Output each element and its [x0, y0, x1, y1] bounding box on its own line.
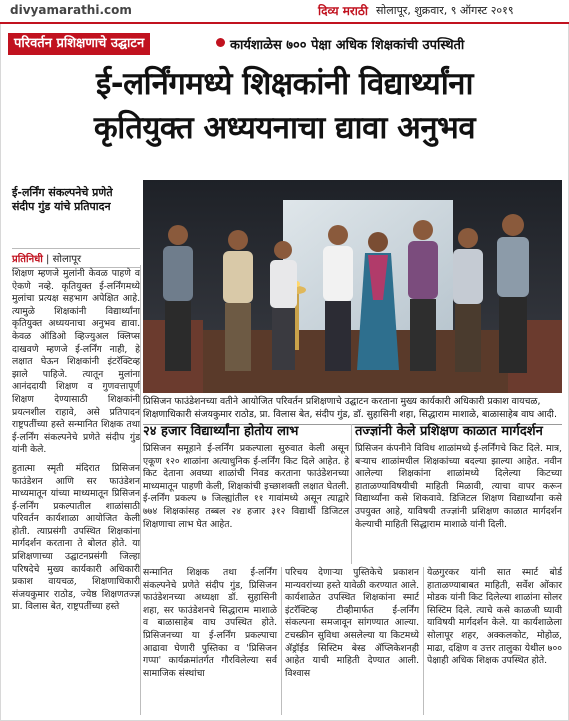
event-photo-illustration [143, 180, 562, 393]
site-url[interactable]: divyamarathi.com [10, 3, 132, 17]
section-text-beneficiaries: प्रिसिजन समूहाने ई-लर्निंग प्रकल्पाला सुरुवात केली असून एकूण १२० शाळांना अत्याधुनिक ई-लर्निंग किट दिले आहेत. हे किट देताना अवघ्या शाळांची निवड करताना फाउंडेशनच्या माध्यमातून पाहणी केली, शिक्षकांची इच्छाशक्ती लक्षात घेतली. ई-लर्निंग प्रकल्प ७ जिल्ह्यांतील ११ गावांमध्ये असून त्याद्वारे ७७४ शिक्षकांसह तब्बल २४ हजार ३१२ विद्यार्थी डिजिटल शिक्षणाचा लाभ घेत आहेत. [143, 443, 349, 530]
left-column [12, 268, 140, 620]
byline-label: प्रतिनिधी [12, 254, 43, 265]
column-divider [281, 567, 282, 715]
dateline: सोलापूर, शुक्रवार, ९ ऑगस्ट २०१९ [376, 4, 514, 17]
headline [0, 62, 569, 150]
deck: ई-लर्निंग संकल्पनेचे प्रणेते संदीप गुंड यांचे प्रतिपादन [12, 186, 113, 213]
left-paragraph-2: हुतात्मा स्मृती मंदिरात प्रिसिजन फाउंडेशन आणि सर फाउंडेशन माध्यमातून यांच्या माध्यमातून प्रिसिजन ई-लर्निंग प्रकल्पातील शाळांसाठी परिवर्तन कार्यशाळा आयोजित केली होती. त्याप्रसंगी उपस्थित शिक्षकांना मार्गदर्शन करताना ते बोलत होते. या प्रशिक्षणाच्या उद्घाटनप्रसंगी जिल्हा परिषदेचे मुख्य कार्यकारी अधिकारी प्रकाश वायचळ, शिक्षणाधिकारी संजयकुमार राठोड, ज्येष्ठ शिक्षणतज्ज्ञ प्रा. विलास बेत, राष्ट्रपतींच्या हस्ते [12, 462, 140, 613]
column-divider [351, 424, 352, 564]
bottom-column-3: येळगुरकर यांनी सात स्मार्ट बोर्ड हाताळण्याबाबत माहिती, सर्वेश ओंकार मोडक यांनी किट दिलेल्या शाळांना सोलर सिस्टिम दिले. त्याचे कसे काळजी घ्यावी याविषयी मार्गदर्शन केले. या कार्यशाळेला सोलापूर शहर, अक्कलकोट, मोहोळ, माढा, दक्षिण व उत्तर तालुका येथील ७०० पेक्षाही अधिक शिक्षक उपस्थित होते. [427, 567, 562, 667]
photo-caption: प्रिसिजन फाउंडेशनच्या वतीने आयोजित परिवर्तन प्रशिक्षणाचे उद्घाटन करताना मुख्य कार्यकारी अधिकारी प्रकाश वायचळ, शिक्षणाधिकारी संजयकुमार राठोड, प्रा. विलास बेत, संदीप गुंड, डॉ. सुहासिनी शहा, सिद्धाराम माशाळे, बाळासाहेब वाघ आदी. [143, 396, 562, 425]
masthead [0, 0, 569, 24]
bullet-dot-icon [216, 38, 225, 47]
section-heading-beneficiaries: २४ हजार विद्यार्थ्यांना होतोय लाभ [143, 424, 299, 439]
column-divider [140, 265, 141, 715]
section-heading-experts: तज्ज्ञांनी केले प्रशिक्षण काळात मार्गदर्शन [355, 424, 543, 439]
bottom-column-2: परिचय देणाऱ्या पुस्तिकेचे प्रकाशन मान्यवरांच्या हस्ते यावेळी करण्यात आले. कार्यशाळेत उपस्थित शिक्षकांना स्मार्ट इंटरॅक्टिव्ह टीव्हीमार्फत ई-लर्निंग संकल्पना समजावून सांगण्यात आल्या. टचस्क्रीन सुविधा असलेल्या या किटमध्ये ॲड्रॉईड सिस्टिम बेस्ड ॲप्लिकेशनही आहेत याची माहिती देण्यात आली. विश्वास [285, 567, 419, 679]
headline-line-1: ई-लर्निंगमध्ये शिक्षकांनी विद्यार्थ्यांना [96, 66, 473, 102]
paper-name: दिव्य मराठी [318, 4, 368, 18]
byline-place: सोलापूर [52, 254, 82, 265]
section-text-experts: प्रिसिजन कंपनीने विविध शाळांमध्ये ई-लर्निंगचे किट दिले. मात्र, बऱ्याच शाळांमधील शिक्षकांच्या बदल्या झाल्या आहेत. नवीन आलेल्या शिक्षकांना शाळांमध्ये दिलेल्या किटच्या हाताळण्याविषयीची माहिती मिळावी, त्याचा वापर करून विद्यार्थ्यांना कसे शिकवावे. डिजिटल शिक्षण विद्यार्थ्यांना कसे उपयुक्त आहे, याविषयी तज्ज्ञांनी प्रशिक्षण काळात मार्गदर्शन केल्याची माहिती सिद्धाराम माशाळे यांनी दिली. [355, 443, 562, 530]
kicker [8, 31, 563, 57]
bottom-column-1: सन्मानित शिक्षक तथा ई-लर्निंग संकल्पनेचे प्रणेते संदीप गुंड, प्रिसिजन फाउंडेशनच्या अध्यक्षा डॉ. सुहासिनी शहा, सर फाउंडेशनचे सिद्धाराम माशाळे व बाळासाहेब वाघ उपस्थित होते. प्रिसिजनच्या या ई-लर्निंग प्रकल्पाचा आढावा घेणारी पुस्तिका व 'प्रिसिजन गप्पा' कार्यक्रमांतर्गत गौरविलेल्या सर्व सामाजिक संस्थांचा [143, 567, 277, 679]
kicker-subtitle: कार्यशाळेस ७०० पेक्षा अधिक शिक्षकांची उपस्थिती [230, 38, 465, 53]
left-paragraph-1: शिक्षण म्हणजे मुलांनी केवळ पाहणे व ऐकणे नव्हे. कृतियुक्त ई-लर्निंगमध्ये मुलांचा प्रत्यक्ष सहभाग अपेक्षित आहे. त्यामुळे शिक्षकांनी विद्यार्थ्यांना कृतियुक्त अध्ययनाचा अनुभव द्यावा. केवळ ऑडिओ व्हिज्युअल क्लिप्स दाखवणे म्हणजे ई-लर्निंग नाही, हे लक्षात घेऊन शिक्षकांनी इंटरॅक्टिव्ह झाले पाहिजे. त्यातून मुलांना आनंददायी शिक्षण व गुणवत्तापूर्ण शिक्षण देण्यासाठी शिक्षकांनी प्रयत्नशील राहावे, असे प्रतिपादन राष्ट्रपतींच्या हस्ते सन्मानित शिक्षक तथा ई-लर्निंग संकल्पनेचे प्रणेते संदीप गुंड यांनी केले. [12, 268, 140, 456]
event-photo [143, 180, 562, 393]
byline: प्रतिनिधी | सोलापूर [12, 248, 140, 268]
kicker-tag: परिवर्तन प्रशिक्षणाचे उद्घाटन [8, 33, 150, 55]
column-divider [423, 567, 424, 715]
bottom-columns [143, 567, 562, 715]
headline-line-2: कृतियुक्त अध्ययनाचा द्यावा अनुभव [93, 110, 476, 146]
